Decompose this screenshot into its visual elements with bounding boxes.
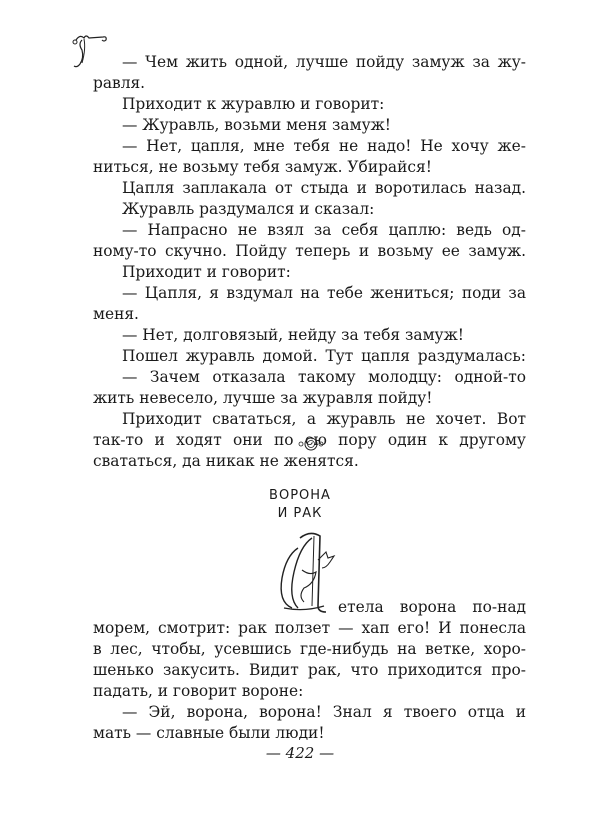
story2-first-line: етела ворона по-над bbox=[338, 598, 526, 616]
decorative-dropcap-l-icon bbox=[272, 530, 338, 614]
story1-line: Приходит и говорит: bbox=[122, 263, 291, 281]
story1-line: — Цапля, я вздумал на тебе жениться; поди за bbox=[122, 284, 526, 302]
story1-line: так-то и ходят они по сю пору один к другому bbox=[93, 431, 526, 449]
section-ornament-icon bbox=[297, 436, 325, 452]
story2-line: в лес, чтобы, усевшись где-нибудь на ветке, хоро- bbox=[93, 640, 526, 658]
story1-line: ному-то скучно. Пойду теперь и возьму ее замуж. bbox=[93, 242, 526, 260]
story1-line: ниться, не возьму тебя замуж. Убирайся! bbox=[93, 158, 432, 176]
story1-line: равля. bbox=[93, 74, 146, 92]
story1-line: Приходит свататься, а журавль не хочет. Вот bbox=[122, 410, 526, 428]
story1-line: Цапля заплакала от стыда и воротилась назад. bbox=[122, 179, 526, 197]
story1-line: свататься, да никак не женятся. bbox=[93, 452, 359, 470]
story1-line: — Напрасно не взял за себя цаплю: ведь од- bbox=[122, 221, 526, 239]
story2-line: шенько закусить. Видит рак, что приходится про- bbox=[93, 661, 526, 679]
story1-line: жить невесело, лучше за журавля пойду! bbox=[93, 389, 433, 407]
story-title-line2: И РАК bbox=[277, 506, 323, 521]
page-number: — 422 — bbox=[265, 744, 335, 762]
story1-line: — Зачем отказала такому молодцу: одной-то bbox=[122, 368, 526, 386]
story2-line: — Эй, ворона, ворона! Знал я твоего отца и bbox=[122, 703, 526, 721]
story2-line: падать, и говорит вороне: bbox=[93, 682, 304, 700]
story1-line: — Нет, долговязый, нейду за тебя замуж! bbox=[122, 326, 464, 344]
story1-line: Пошел журавль домой. Тут цапля раздумалась: bbox=[122, 347, 526, 365]
story1-line: Приходит к журавлю и говорит: bbox=[122, 95, 385, 113]
story2-line: мать — славные были люди! bbox=[93, 724, 325, 742]
story1-line: — Чем жить одной, лучше пойду замуж за жу- bbox=[122, 53, 526, 71]
story2-line: морем, смотрит: рак ползет — хап его! И понесла bbox=[93, 619, 526, 637]
story1-line: — Журавль, возьми меня замуж! bbox=[122, 116, 391, 134]
story1-line: — Нет, цапля, мне тебя не надо! Не хочу же- bbox=[122, 137, 526, 155]
story-title-line1: ВОРОНА bbox=[269, 488, 331, 503]
story1-line: Журавль раздумался и сказал: bbox=[122, 200, 375, 218]
story1-line: меня. bbox=[93, 305, 139, 323]
